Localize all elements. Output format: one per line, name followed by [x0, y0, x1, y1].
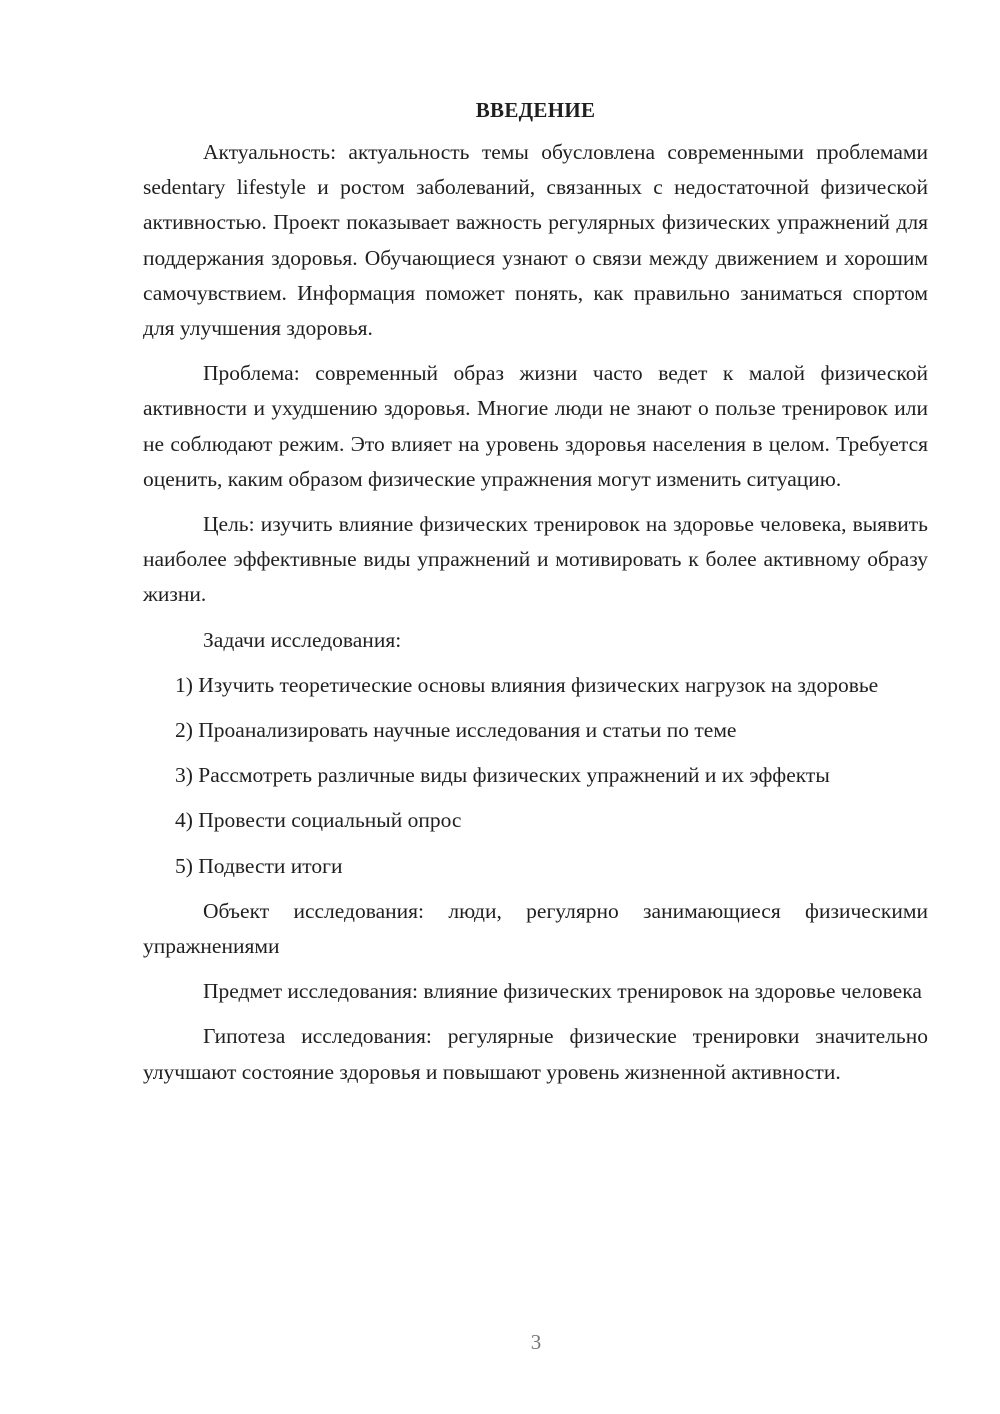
- paragraph-subject: Предмет исследования: влияние физических тренировок на здоровье человека: [203, 979, 922, 1004]
- list-item: 3) Рассмотреть различные виды физических упражнений и их эффекты: [175, 763, 830, 788]
- list-item: 5) Подвести итоги: [175, 853, 343, 878]
- tasks-list: [143, 668, 928, 884]
- list-item: 2) Проанализировать научные исследования и статьи по теме: [175, 718, 737, 743]
- paragraph-object: Объект исследования: люди, регулярно занимающиеся физическими упражнениями: [143, 898, 928, 959]
- paragraph-problem: Проблема: современный образ жизни часто ведет к малой физической активности и ухудшению здоровья. Многие люди не знают о пользе тренировок или не соблюдают режим. Это влияет на уровень здоровья населения в целом. Требуется оценить, каким образом физические упражнения могут изменить ситуацию.: [143, 361, 928, 491]
- document-page: [143, 93, 928, 1100]
- tasks-heading: Задачи исследования:: [203, 627, 402, 652]
- paragraph-goal: Цель: изучить влияние физических тренировок на здоровье человека, выявить наиболее эффективные виды упражнений и мотивировать к более активному образу жизни.: [143, 512, 928, 607]
- section-title: ВВЕДЕНИЕ: [475, 98, 596, 122]
- paragraph-hypothesis: Гипотеза исследования: регулярные физические тренировки значительно улучшают состояние здоровья и повышают уровень жизненной активности.: [143, 1024, 928, 1084]
- list-item: 4) Провести социальный опрос: [175, 808, 462, 833]
- paragraph-relevance: Актуальность: актуальность темы обусловлена современными проблемами sedentary lifestyle и ростом заболеваний, связанных с недостаточной физической активностью. Проект показывает важность регулярных физических упражнений для поддержания здоровья. Обучающиеся узнают о связи между движением и хорошим самочувствием. Информация поможет понять, как правильно заниматься спортом для улучшения здоровья.: [143, 140, 928, 341]
- list-item: 1) Изучить теоретические основы влияния физических нагрузок на здоровье: [175, 672, 879, 697]
- page-number: 3: [530, 1330, 542, 1354]
